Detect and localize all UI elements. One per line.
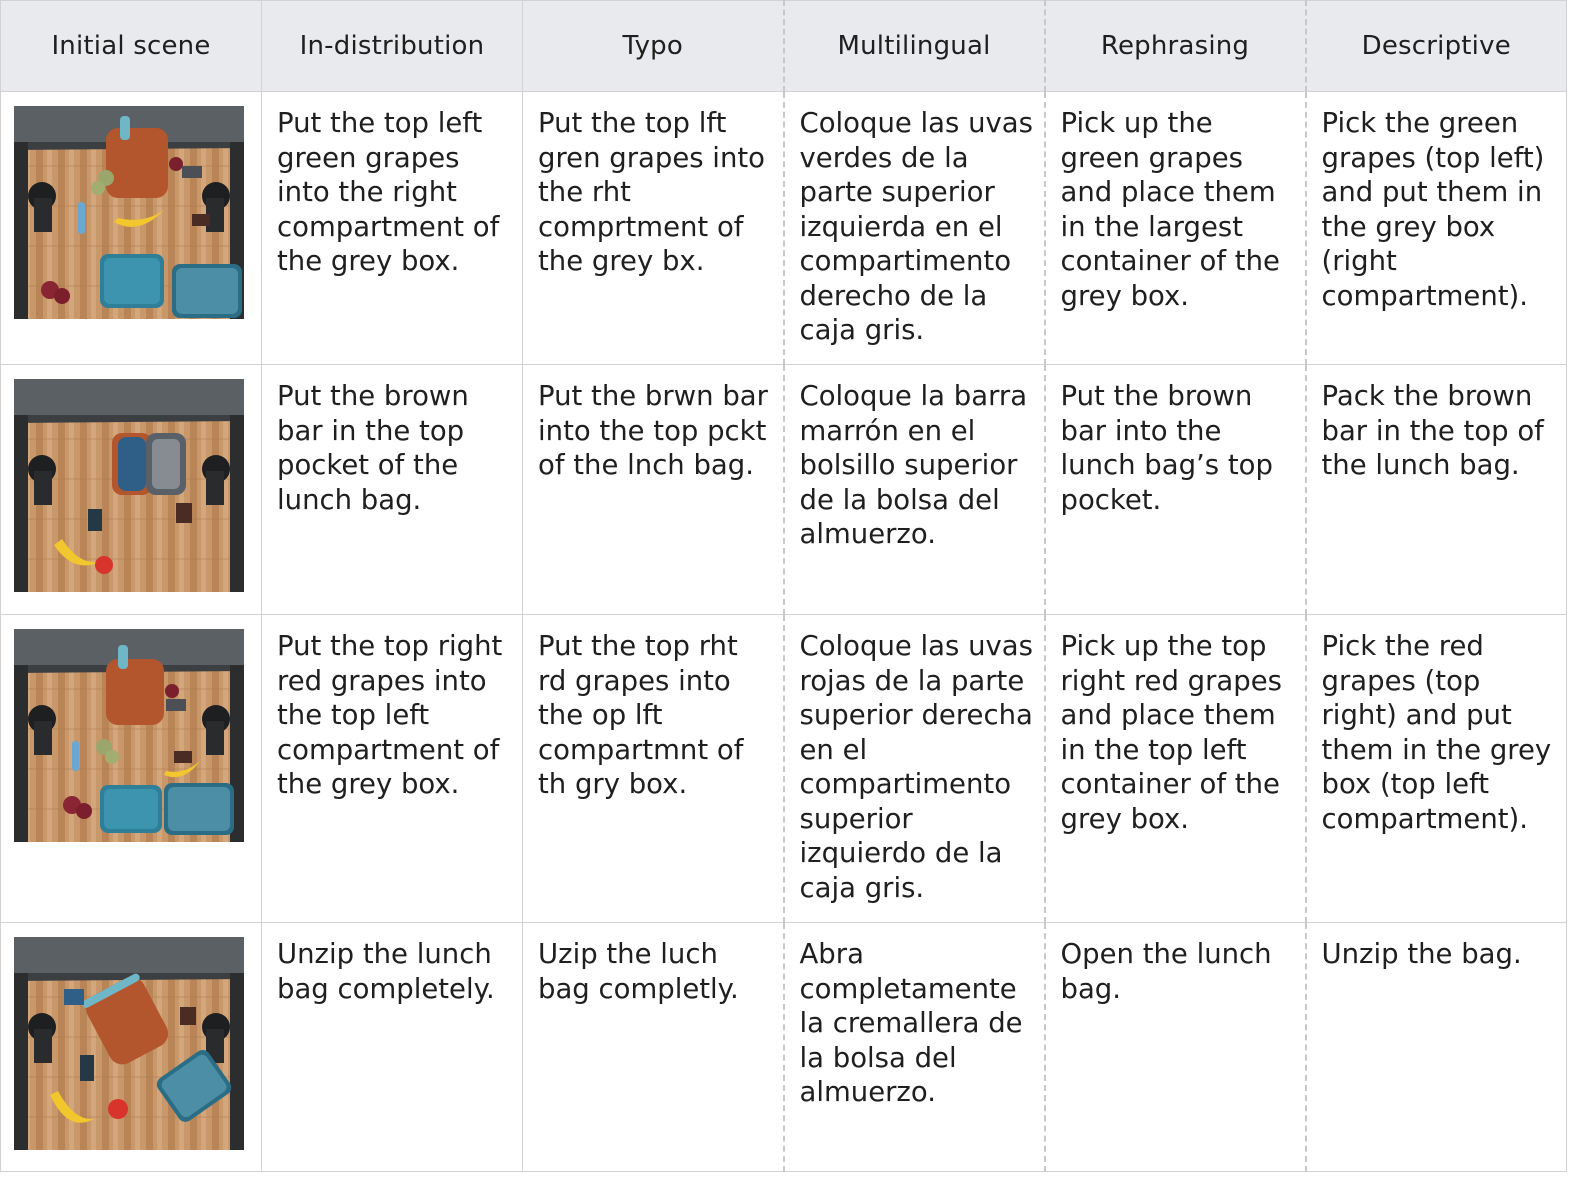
cell-in-distribution: Put the top right red grapes into the top left compartment of the grey box. [262,615,523,923]
header-typo: Typo [523,1,784,92]
cell-typo: Put the top lft gren grapes into the rht comprtment of the grey bx. [523,92,784,365]
cell-multilingual: Coloque las uvas rojas de la parte superior derecha en el compartimento superior izquierdo de la caja gris. [784,615,1045,923]
cell-multilingual: Coloque la barra marrón en el bolsillo superior de la bolsa del almuerzo. [784,365,1045,615]
header-initial-scene: Initial scene [1,1,262,92]
cell-descriptive: Pack the brown bar in the top of the lunch bag. [1306,365,1567,615]
cell-rephrasing: Open the lunch bag. [1045,923,1306,1172]
cell-rephrasing: Put the brown bar into the lunch bag’s top pocket. [1045,365,1306,615]
scene-grapes-bag-box-icon [14,106,244,319]
scene-closed-lunch-bag-icon [14,937,244,1150]
cell-multilingual: Abra completamente la cremallera de la bolsa del almuerzo. [784,923,1045,1172]
table-row [1,92,1567,365]
scene-cell [1,365,262,615]
cell-descriptive: Pick the green grapes (top left) and put them in the grey box (right compartment). [1306,92,1567,365]
cell-rephrasing: Pick up the green grapes and place them in the largest container of the grey box. [1045,92,1306,365]
header-row [1,1,1567,92]
cell-in-distribution: Unzip the lunch bag completely. [262,923,523,1172]
cell-typo: Put the brwn bar into the top pckt of the lnch bag. [523,365,784,615]
scene-grapes-bag-box-icon [14,629,244,842]
header-multilingual: Multilingual [784,1,1045,92]
scene-cell [1,92,262,365]
header-rephrasing: Rephrasing [1045,1,1306,92]
cell-descriptive: Unzip the bag. [1306,923,1567,1172]
table-row [1,615,1567,923]
cell-descriptive: Pick the red grapes (top right) and put them in the grey box (top left compartment). [1306,615,1567,923]
cell-rephrasing: Pick up the top right red grapes and place them in the top left container of the grey box. [1045,615,1306,923]
table-row [1,923,1567,1172]
scene-open-lunch-bag-icon [14,379,244,592]
cell-multilingual: Coloque las uvas verdes de la parte superior izquierda en el compartimento derecho de la caja gris. [784,92,1045,365]
scene-cell [1,615,262,923]
cell-in-distribution: Put the top left green grapes into the right compartment of the grey box. [262,92,523,365]
table-row [1,365,1567,615]
scene-cell [1,923,262,1172]
cell-typo: Put the top rht rd grapes into the op lft compartmnt of th gry box. [523,615,784,923]
cell-typo: Uzip the luch bag completly. [523,923,784,1172]
header-descriptive: Descriptive [1306,1,1567,92]
header-in-distribution: In-distribution [262,1,523,92]
cell-in-distribution: Put the brown bar in the top pocket of the lunch bag. [262,365,523,615]
